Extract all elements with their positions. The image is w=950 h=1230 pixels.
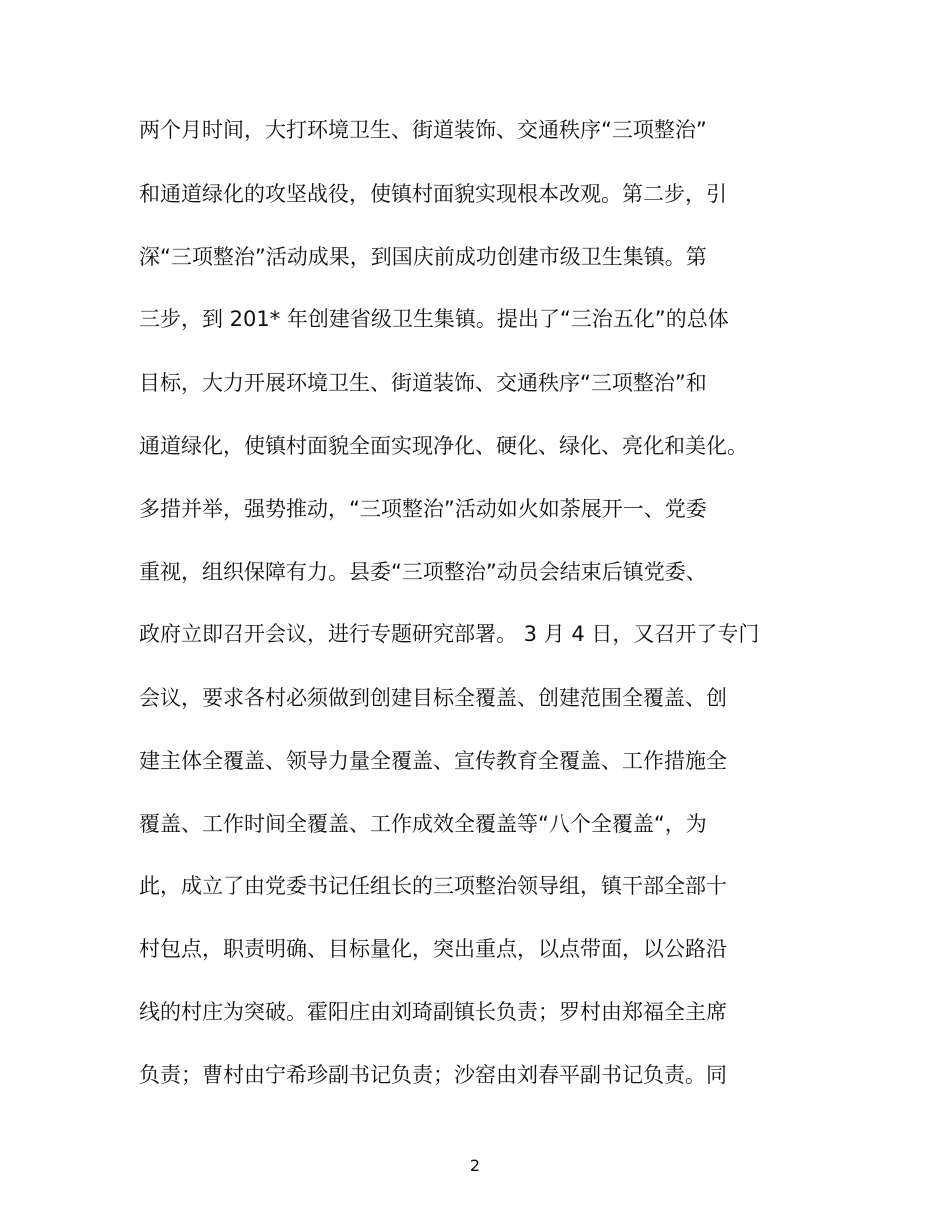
page-number: 2 [469,1156,481,1175]
body-text-line-3: 深“三项整治”活动成果，到国庆前成功创建市级卫生集镇。第 [139,245,707,269]
body-text-line-15: 线的村庄为突破。霍阳庄由刘琦副镇长负责；罗村由郑福全主席 [139,1000,727,1024]
body-text-line-5: 目标，大力开展环境卫生、街道装饰、交通秩序“三项整治”和 [139,371,707,395]
body-text-line-14: 村包点，职责明确、目标量化，突出重点，以点带面，以公路沿 [139,937,727,961]
body-text-line-12: 覆盖、工作时间全覆盖、工作成效全覆盖等“八个全覆盖“，为 [139,812,707,836]
body-text-line-16: 负责；曹村由宁希珍副书记负责；沙窑由刘春平副书记负责。同 [139,1063,727,1087]
body-text-line-8: 重视，组织保障有力。县委“三项整治”动员会结束后镇党委、 [139,560,707,584]
body-text-line-13: 此，成立了由党委书记任组长的三项整治领导组，镇干部全部十 [139,874,727,898]
body-text-line-6: 通道绿化，使镇村面貌全面实现净化、硬化、绿化、亮化和美化。 [139,434,748,458]
body-text-line-9: 政府立即召开会议，进行专题研究部署。 3 月 4 日，又召开了专门 [139,622,760,646]
body-text-line-2: 和通道绿化的攻坚战役，使镇村面貌实现根本改观。第二步，引 [139,182,727,206]
body-text-line-1: 两个月时间，大打环境卫生、街道装饰、交通秩序“三项整治” [139,118,707,142]
body-text-line-4: 三步，到 201* 年创建省级卫生集镇。提出了“三治五化”的总体 [139,307,729,331]
body-text-line-7: 多措并举，强势推动，“三项整治”活动如火如荼展开一、党委 [139,497,707,521]
body-text-line-10: 会议，要求各村必须做到创建目标全覆盖、创建范围全覆盖、创 [139,686,727,710]
body-text-line-11: 建主体全覆盖、领导力量全覆盖、宣传教育全覆盖、工作措施全 [139,749,727,773]
